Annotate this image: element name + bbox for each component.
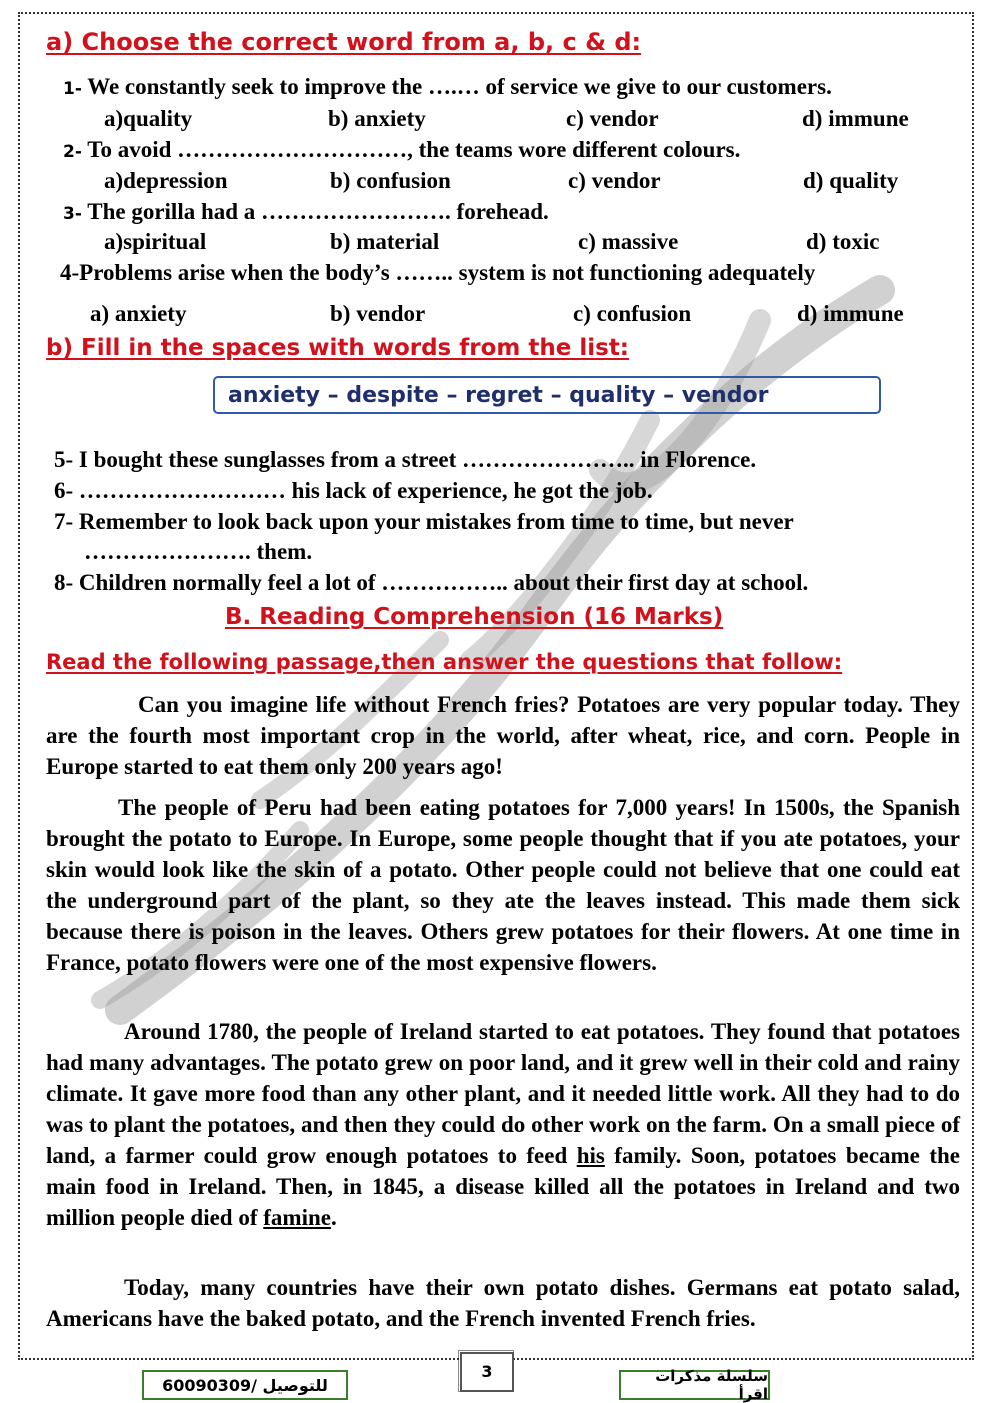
word-list-box: [213, 376, 881, 414]
option: a) anxiety: [90, 301, 187, 326]
option: a)quality: [104, 106, 193, 131]
option: d) immune: [797, 301, 904, 326]
option: a)spiritual: [104, 229, 207, 254]
sentence-6: 6- ……………………… his lack of experience, he got the job.: [54, 478, 653, 503]
passage-paragraph-1: Can you imagine life without French fries? Potatoes are very popular today. They are the fourth most important crop in the world, after wheat, rice, and corn. People in Europe started to eat them only 200 years ago!: [46, 692, 960, 779]
footer-series-box: [619, 1367, 770, 1403]
footer-phone: 60090309/ للتوصيل: [162, 1375, 328, 1395]
passage-paragraph-4: Today, many countries have their own potato dishes. Germans eat potato salad, Americans have the baked potato, and the French invented French fries.: [46, 1275, 960, 1331]
option: b) anxiety: [328, 106, 426, 131]
option: a)depression: [104, 168, 228, 193]
option: d) quality: [803, 168, 899, 193]
sentence-5: 5- I bought these sunglasses from a street ………………….. in Florence.: [54, 447, 757, 472]
option: c) vendor: [568, 168, 661, 193]
sentence-7-continued: …………………. them.: [84, 539, 313, 564]
footer-series-name: سلسلة مذكرات اقرأ: [655, 1367, 768, 1403]
option: d) immune: [802, 106, 909, 131]
reading-instruction: Read the following passage,then answer the questions that follow:: [46, 650, 843, 674]
passage-paragraph-2: The people of Peru had been eating potatoes for 7,000 years! In 1500s, the Spanish brought the potato to Europe. In Europe, some people thought that if you ate potatoes, your skin would look like the skin of a potato. Other people could not believe that one could eat the underground part of the plant, so they ate the leaves instead. This made them sick because there is poison in the leaves. Others grew potatoes for their flowers. At one time in France, potato flowers were one of the most expensive flowers.: [46, 795, 960, 975]
section-a-heading: a) Choose the correct word from a, b, c & d:: [46, 28, 642, 56]
section-b-heading: b) Fill in the spaces with words from the list:: [46, 335, 630, 361]
option: b) material: [330, 229, 440, 254]
sentence-8: 8- Children normally feel a lot of …………….. about their first day at school.: [54, 570, 809, 595]
question-2: 2- To avoid …………………………, the teams wore different colours.: [63, 137, 741, 162]
question-4: 4-Problems arise when the body’s …….. system is not functioning adequately: [60, 260, 816, 285]
page-number-box: [460, 1352, 514, 1392]
underlined-word-his: his: [576, 1143, 605, 1168]
word-list: anxiety – despite – regret – quality – vendor: [228, 382, 769, 408]
reading-section-title: B. Reading Comprehension (16 Marks): [225, 604, 724, 630]
sentence-7: 7- Remember to look back upon your mistakes from time to time, but never: [54, 509, 794, 534]
option: b) vendor: [330, 301, 426, 326]
question-3: 3- The gorilla had a ……………………. forehead.: [63, 199, 549, 224]
option: d) toxic: [806, 229, 880, 254]
option: c) massive: [578, 229, 679, 254]
page-number: 3: [481, 1362, 493, 1381]
option: c) vendor: [566, 106, 659, 131]
footer-phone-box: [142, 1370, 348, 1400]
underlined-word-famine: famine: [263, 1205, 331, 1230]
passage-paragraph-3: Around 1780, the people of Ireland started to eat potatoes. They found that potatoes had many advantages. The potato grew on poor land, and it grew well in their cold and rainy climate. It gave more food than any other plant, and it needed little work. All they had to do was to plant the potatoes, and then they could do other work on the farm. On a small piece of land, a farmer could grow enough potatoes to feed his family. Soon, potatoes became the main food in Ireland. Then, in 1845, a disease killed all the potatoes in Ireland and two million people died of famine.: [46, 1019, 960, 1230]
question-1: 1- We constantly seek to improve the ….… of service we give to our customers.: [63, 74, 832, 99]
option: c) confusion: [573, 301, 692, 326]
option: b) confusion: [330, 168, 451, 193]
